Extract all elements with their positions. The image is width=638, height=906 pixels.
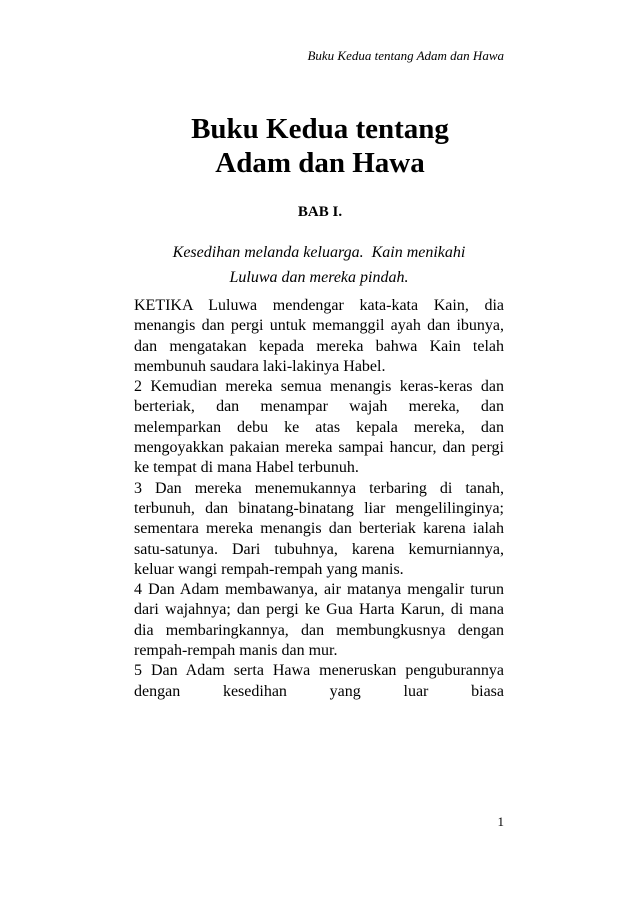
chapter-summary <box>134 240 504 290</box>
page-number: 1 <box>497 814 504 829</box>
paragraph-1: KETIKA Luluwa mendengar kata-kata Kain, dia menangis dan pergi untuk memanggil ayah dan ibunya, dan mengatakan kepada mereka bahwa Kain telah membunuh saudara laki-lakinya Habel. <box>134 297 504 375</box>
book-title <box>120 112 520 180</box>
paragraph-4: 4 Dan Adam membawanya, air matanya mengalir turun dari wajahnya; dan pergi ke Gua Harta Karun, di mana dia membaringkannya, dan membungkusnya dengan rempah-rempah manis dan mur. <box>134 581 504 660</box>
body-text <box>134 296 504 702</box>
chapter-summary-line-2: Luluwa dan mereka pindah. <box>229 269 409 286</box>
chapter-heading: BAB I. <box>297 204 343 220</box>
book-title-line-2: Adam dan Hawa <box>215 147 425 179</box>
book-title-line-1: Buku Kedua tentang <box>191 113 449 145</box>
chapter-summary-line-1: Kesedihan melanda keluarga. Kain menikahi <box>172 244 466 261</box>
paragraph-2: 2 Kemudian mereka semua menangis keras-keras dan berteriak, dan menampar wajah mereka, dan melemparkan debu ke atas kepala mereka, dan mengoyakkan pakaian mereka sampai hancur, dan pergi ke tempat di mana Habel terbunuh. <box>134 378 504 477</box>
running-header: Buku Kedua tentang Adam dan Hawa <box>307 48 504 63</box>
paragraph-3: 3 Dan mereka menemukannya terbaring di tanah, terbunuh, dan binatang-binatang liar mengelilinginya; sementara mereka menangis dan berteriak karena ialah satu-satunya. Dari tubuhnya, karena kemurniannya, keluar wangi rempah-rempah yang manis. <box>134 479 504 578</box>
paragraph-5: 5 Dan Adam serta Hawa meneruskan penguburannya dengan kesedihan yang luar biasa <box>134 662 504 700</box>
